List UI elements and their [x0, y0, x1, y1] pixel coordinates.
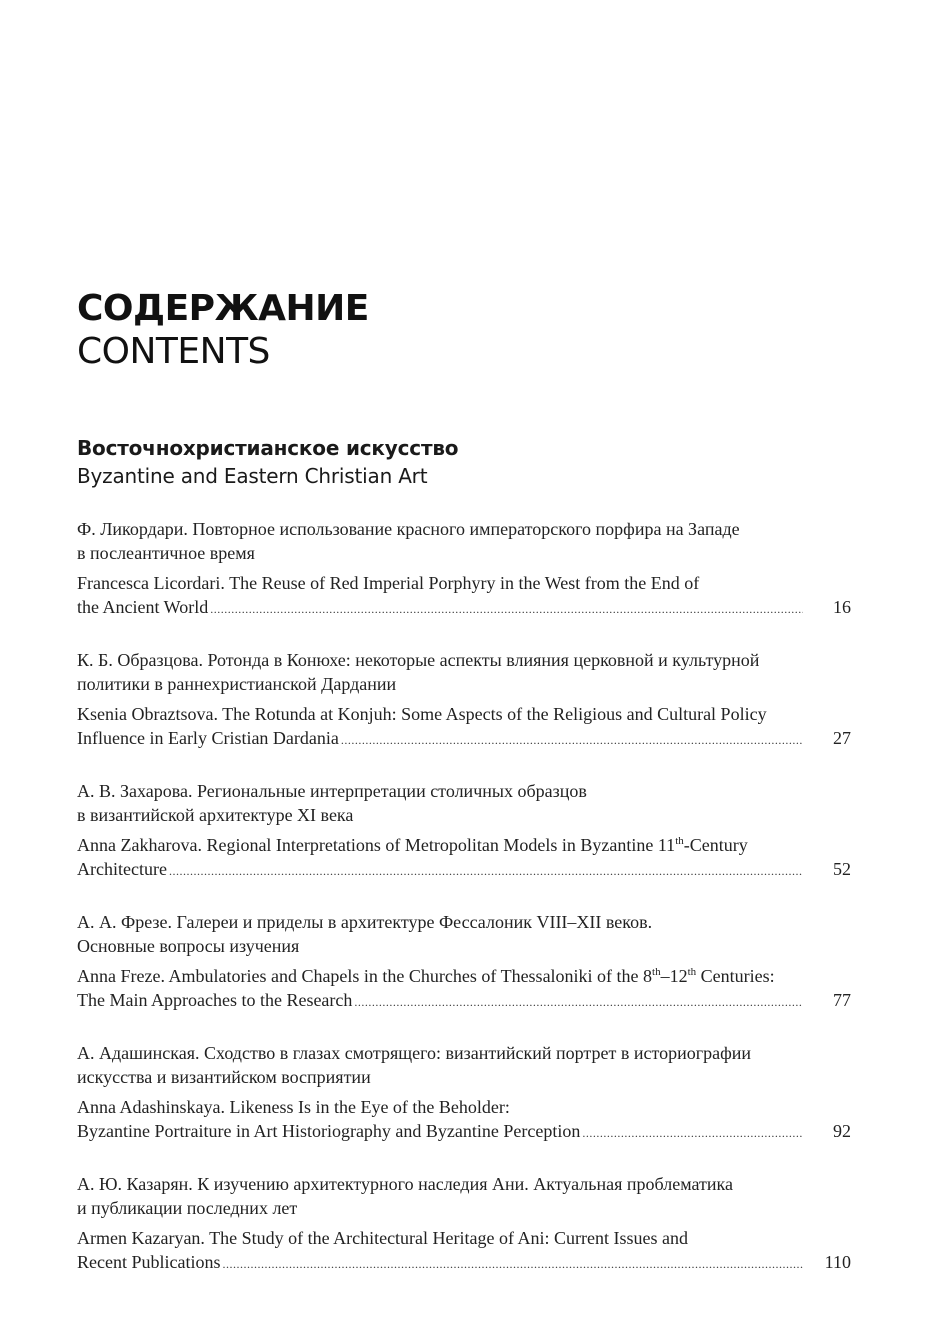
dot-leader	[341, 728, 803, 752]
superscript: th	[675, 835, 684, 847]
section-title-ru: Восточнохристианское искусство	[77, 436, 459, 460]
superscript: th	[652, 966, 661, 978]
entry-en-text: Anna Zakharova. Regional Interpretations of Metropolitan Models in Byzantine 11	[77, 835, 676, 855]
entry-en-line: Byzantine Portraiture in Art Historiography and Byzantine Perception	[77, 1121, 581, 1141]
entry-en-text: –12	[660, 966, 688, 986]
entry-ru-line: Ф. Ликордари. Повторное использование красного императорского порфира на Западе	[77, 519, 740, 539]
entry-ru-line: А. А. Фрезе. Галереи и приделы в архитектуре Фессалоник VIII–XII веков.	[77, 912, 653, 932]
heading-en: CONTENTS	[77, 331, 270, 372]
entry-en-line: Influence in Early Cristian Dardania	[77, 728, 339, 748]
entry-en-line: The Main Approaches to the Research	[77, 990, 353, 1010]
entry-ru-line: А. Ю. Казарян. К изучению архитектурного наследия Ани. Актуальная проблематика	[77, 1174, 733, 1194]
entry-title-en: Anna Adashinskaya. Likeness Is in the Eye of the Beholder:	[77, 1097, 510, 1117]
toc-entry[interactable]	[77, 779, 851, 883]
entry-title-ru	[77, 517, 807, 565]
entry-en-line: Architecture	[77, 859, 167, 879]
toc-entries	[77, 517, 851, 1303]
entry-ru-line: искусства и византийском восприятии	[77, 1067, 371, 1087]
page-number: 52	[833, 859, 851, 879]
toc-entry[interactable]	[77, 648, 851, 752]
entry-ru-line: в послеантичное время	[77, 543, 255, 563]
entry-title-en-last-line	[77, 1250, 851, 1276]
entry-ru-line: А. В. Захарова. Региональные интерпретации столичных образцов	[77, 781, 587, 801]
entry-title-en-last-line	[77, 595, 851, 621]
entry-ru-line: политики в раннехристианской Дардании	[77, 674, 397, 694]
dot-leader	[354, 990, 803, 1014]
contents-heading	[77, 287, 369, 373]
entry-title-ru	[77, 779, 807, 827]
entry-title-en	[77, 833, 807, 857]
dot-leader	[222, 1252, 803, 1276]
entry-ru-line: А. Адашинская. Сходство в глазах смотрящего: византийский портрет в историографии	[77, 1043, 752, 1063]
entry-title-en: Ksenia Obraztsova. The Rotunda at Konjuh: Some Aspects of the Religious and Cultural Policy	[77, 704, 767, 724]
entry-en-text: Anna Freze. Ambulatories and Chapels in the Churches of Thessaloniki of the 8	[77, 966, 653, 986]
entry-title-ru	[77, 1041, 807, 1089]
entry-title-en: Francesca Licordari. The Reuse of Red Imperial Porphyry in the West from the End of	[77, 573, 700, 593]
entry-title-en	[77, 964, 851, 988]
entry-en-text: Centuries:	[696, 966, 775, 986]
entry-ru-line: Основные вопросы изучения	[77, 936, 300, 956]
superscript: th	[687, 966, 697, 978]
entry-title-en-last-line	[77, 857, 851, 883]
page-number: 92	[833, 1121, 851, 1141]
entry-ru-line: в византийской архитектуре XI века	[77, 805, 354, 825]
toc-entry[interactable]	[77, 1041, 851, 1145]
section-title	[77, 434, 458, 490]
toc-entry[interactable]	[77, 1172, 851, 1276]
entry-en-line: the Ancient World	[77, 597, 209, 617]
dot-leader	[582, 1121, 803, 1145]
page-number: 16	[833, 597, 851, 617]
entry-title-en: Armen Kazaryan. The Study of the Architectural Heritage of Ani: Current Issues and	[77, 1228, 688, 1248]
section-title-en: Byzantine and Eastern Christian Art	[77, 464, 428, 488]
entry-ru-line: и публикации последних лет	[77, 1198, 298, 1218]
page-number: 77	[833, 990, 851, 1010]
toc-entry[interactable]	[77, 517, 851, 621]
entry-title-en-last-line	[77, 988, 851, 1014]
entry-title-en-last-line	[77, 726, 851, 752]
entry-en-line: Recent Publications	[77, 1252, 221, 1272]
dot-leader	[169, 859, 803, 883]
entry-title-ru	[77, 648, 807, 696]
entry-ru-line: К. Б. Образцова. Ротонда в Конюхе: некоторые аспекты влияния церковной и культурной	[77, 650, 760, 670]
heading-ru: СОДЕРЖАНИЕ	[77, 288, 369, 329]
toc-entry[interactable]	[77, 910, 851, 1014]
entry-title-ru	[77, 910, 807, 958]
entry-en-text: -Century	[683, 835, 748, 855]
page-number: 110	[824, 1252, 851, 1272]
entry-title-en-last-line	[77, 1119, 851, 1145]
entry-title-ru	[77, 1172, 807, 1220]
dot-leader	[210, 597, 803, 621]
page-number: 27	[833, 728, 851, 748]
